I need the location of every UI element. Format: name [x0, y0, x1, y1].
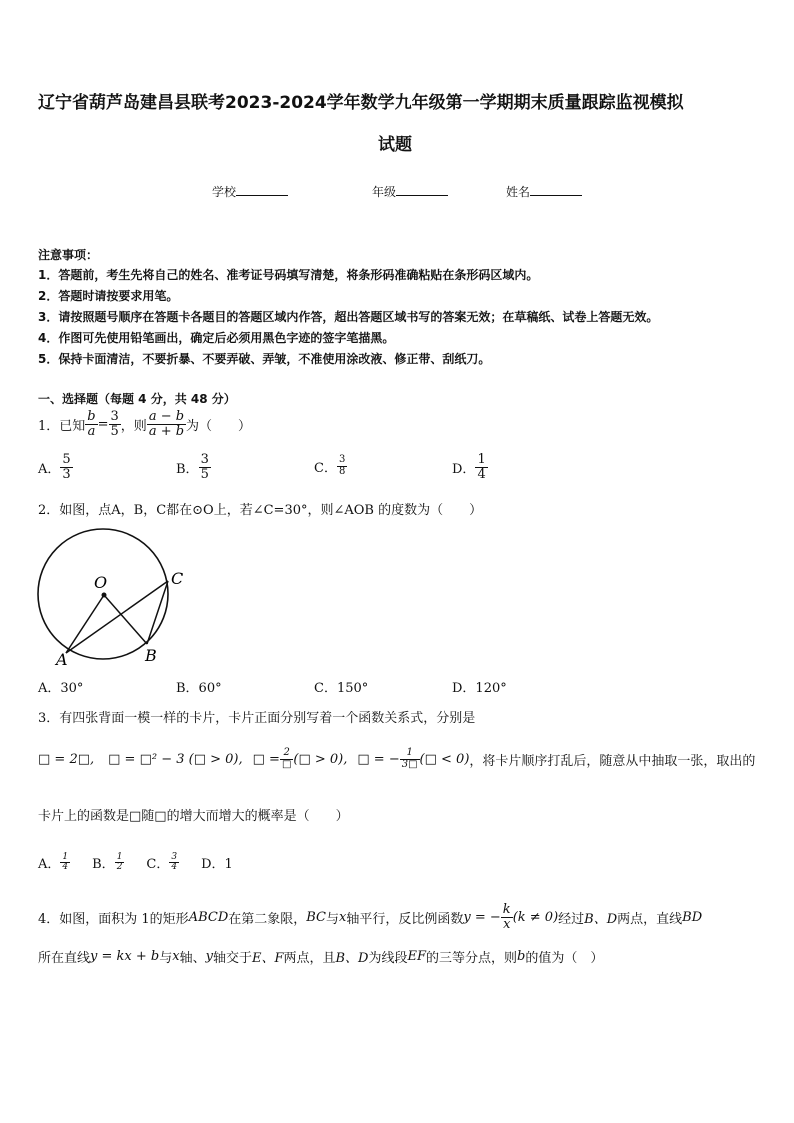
q2-option-a: A．30°	[38, 681, 84, 696]
segment-ac	[66, 581, 168, 653]
q3-options: A． $\frac{1}{4}$ B． $\frac{1}{2}$ C． $\frac{3}{4}$ D．1	[38, 852, 233, 873]
label-c: C	[171, 569, 184, 588]
fraction-expression: $\frac{a - b}{a + b}$	[148, 409, 185, 439]
name-field: 姓名	[506, 183, 582, 200]
circle-diagram	[30, 522, 200, 672]
note-item-1: 1．答题前，考生先将自己的姓名、准考证号码填写清楚，将条形码准确粘贴在条形码区域内。	[38, 268, 539, 282]
q1-option-d: D． $\frac{1}{4}$	[452, 452, 486, 482]
q2-option-c: C．150°	[314, 681, 369, 696]
note-item-4: 4．作图可先使用铅笔画出，确定后必须用黑色字迹的签字笔描黑。	[38, 331, 395, 345]
q1-option-c: C． $\frac{3}{8}$	[314, 454, 346, 477]
label-a: A	[56, 650, 68, 669]
note-item-3: 3．请按照题号顺序在答题卡各题目的答题区域内作答，超出答题区域书写的答案无效；在草稿纸、试卷上答题无效。	[38, 310, 659, 324]
question-4-line2: 所在直线 y = kx + b 与 x 轴、 y 轴交于 E、F 两点，且 B、D 为线段 EF 的三等分点，则 b 的值为（ ）	[38, 949, 604, 966]
section-heading: 一、选择题（每题 4 分，共 48 分）	[38, 392, 236, 406]
segment-ob	[104, 595, 147, 644]
label-b: B	[145, 646, 157, 665]
label-o: O	[94, 573, 108, 592]
question-4: 4．如图，面积为 1的矩形 ABCD 在第二象限， BC 与 x 轴平行，反比例函数 y = − $\frac{k}{x}$ (k ≠ 0) 经过 B、D 两点，直线 BD	[38, 902, 703, 932]
page-title: 辽宁省葫芦岛建昌县联考2023-2024学年数学九年级第一学期期末质量跟踪监视模拟	[38, 93, 684, 113]
q1-option-b: B． $\frac{3}{5}$	[176, 452, 209, 482]
question-3: 3．有四张背面一模一样的卡片，卡片正面分别写着一个函数关系式，分别是	[38, 711, 476, 726]
question-2: 2．如图，点A，B，C都在⊙O上，若∠C=30°，则∠AOB 的度数为（ ）	[38, 503, 483, 518]
notes-heading: 注意事项：	[38, 248, 99, 262]
question-1: 1．已知 $\frac{b}{a}$ = $\frac{3}{5}$ ，则 $\frac{a - b}{a + b}$ 为（ ）	[38, 409, 252, 439]
q3-functions: □ = 2□, □ = □² − 3 (□ > 0), □ = $\frac{2}{□}$ (□ > 0), □ = − $\frac{1}{3□}$ (□ < 0) ，将卡片顺序打乱后，随意从中抽取一张，取出的	[38, 747, 756, 770]
q3-line3: 卡片上的函数是□随□的增大而增大的概率是（ ）	[38, 809, 349, 824]
center-point	[102, 593, 107, 598]
note-item-5: 5．保持卡面清洁，不要折暴、不要弄破、弄皱，不准使用涂改液、修正带、刮纸刀。	[38, 352, 491, 366]
note-item-2: 2．答题时请按要求用笔。	[38, 289, 179, 303]
fraction-b-over-a: $\frac{b}{a}$	[87, 409, 96, 439]
page-title-line2: 试题	[378, 135, 412, 155]
grade-field: 年级	[372, 183, 448, 200]
q2-option-d: D．120°	[452, 681, 507, 696]
segment-oa	[66, 595, 104, 653]
school-field: 学校	[212, 183, 288, 200]
fraction-3-over-5: $\frac{3}{5}$	[110, 409, 119, 439]
q1-option-a: A． $\frac{5}{3}$	[38, 452, 71, 482]
q2-option-b: B．60°	[176, 681, 222, 696]
